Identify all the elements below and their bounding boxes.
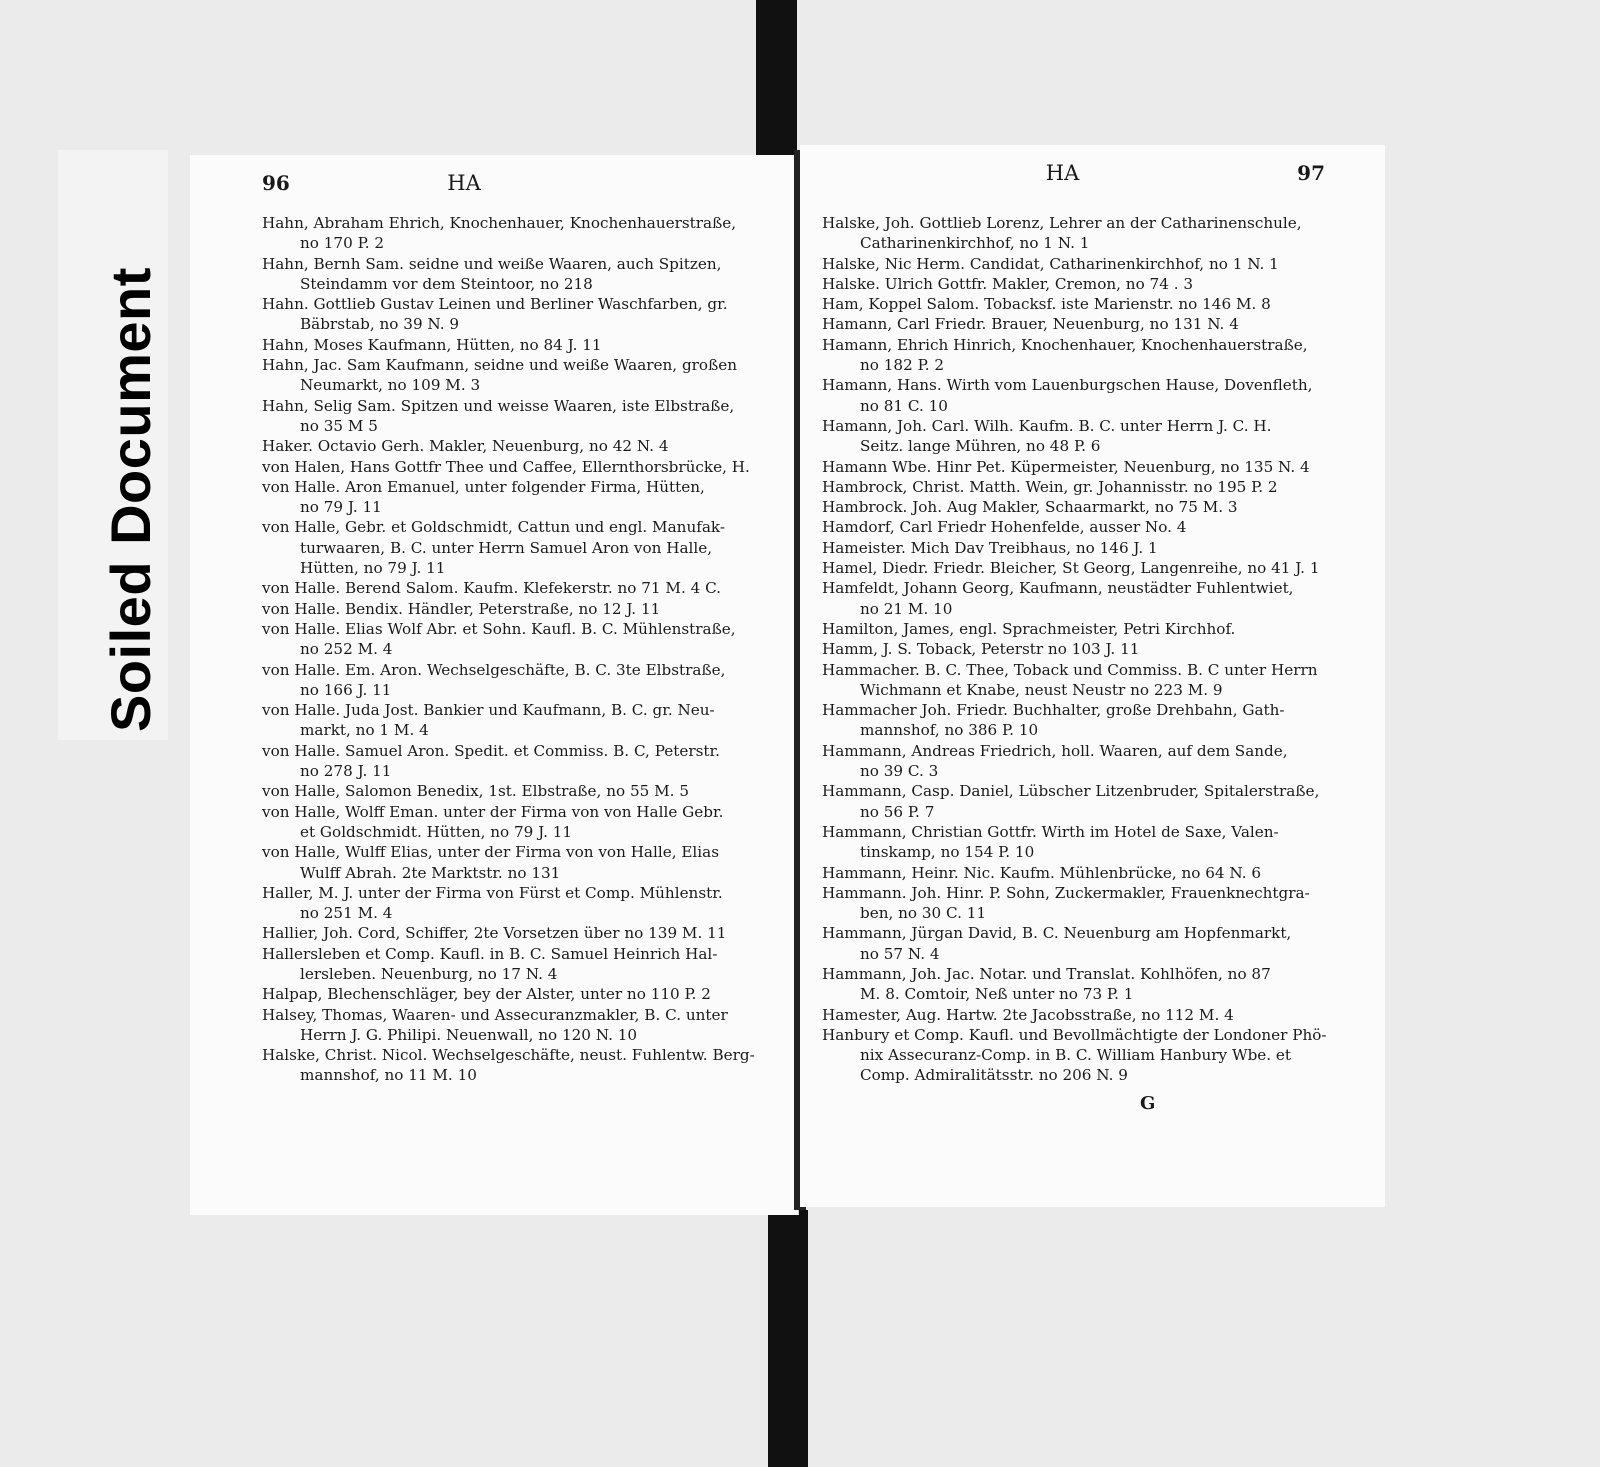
entry-line: Hamann Wbe. Hinr Pet. Küpermeister, Neuenburg, no 135 N. 4	[822, 457, 1310, 476]
entry-line: Hamdorf, Carl Friedr Hohenfelde, ausser No. 4	[822, 518, 1187, 537]
entry-continuation-line: no 166 J. 11	[300, 680, 392, 699]
directory-entry	[262, 335, 790, 355]
entry-continuation-line: Herrn J. G. Philipi. Neuenwall, no 120 N. 10	[300, 1025, 638, 1044]
directory-entry	[822, 741, 1333, 782]
entry-continuation-line: no 182 P. 2	[860, 356, 945, 375]
entry-continuation-line: turwaaren, B. C. unter Herrn Samuel Aron von Halle,	[300, 538, 713, 557]
directory-entry	[262, 842, 790, 883]
directory-entry	[822, 254, 1333, 274]
directory-entry	[822, 863, 1333, 883]
page-number: 97	[1297, 161, 1325, 185]
entry-line: von Halle. Aron Emanuel, unter folgender Firma, Hütten,	[262, 477, 705, 496]
entry-line: Hammann. Joh. Hinr. P. Sohn, Zuckermakler, Frauenknechtgra-	[822, 883, 1310, 902]
printer-signature-mark: G	[1140, 1093, 1156, 1114]
entry-line: Hamilton, James, engl. Sprachmeister, Petri Kirchhof.	[822, 619, 1236, 638]
entry-continuation-line: no 21 M. 10	[860, 599, 953, 618]
entry-continuation-line: no 79 J. 11	[300, 498, 382, 517]
directory-entry	[822, 619, 1333, 639]
directory-entry	[822, 558, 1333, 578]
entry-continuation-line: no 278 J. 11	[300, 762, 392, 781]
entry-line: Hammann, Andreas Friedrich, holl. Waaren, auf dem Sande,	[822, 741, 1288, 760]
directory-entry	[262, 944, 790, 985]
entry-line: von Halen, Hans Gottfr Thee und Caffee, Ellernthorsbrücke, H.	[262, 457, 750, 476]
entry-line: Hammann, Joh. Jac. Notar. und Translat. Kohlhöfen, no 87	[822, 964, 1271, 983]
entry-line: von Halle, Salomon Benedix, 1st. Elbstraße, no 55 M. 5	[262, 782, 689, 801]
entry-line: von Halle, Gebr. et Goldschmidt, Cattun und engl. Manufak-	[262, 518, 725, 537]
entry-line: Halske, Christ. Nicol. Wechselgeschäfte, neust. Fuhlentw. Berg-	[262, 1046, 755, 1065]
entry-line: Hambrock, Christ. Matth. Wein, gr. Johannisstr. no 195 P. 2	[822, 477, 1278, 496]
entry-line: Hallier, Joh. Cord, Schiffer, 2te Vorsetzen über no 139 M. 11	[262, 924, 727, 943]
entry-line: Hamm, J. S. Toback, Peterstr no 103 J. 11	[822, 640, 1140, 659]
soiled-document-label: Soiled Document	[99, 267, 162, 732]
directory-entry	[262, 883, 790, 924]
directory-entry	[822, 964, 1333, 1005]
entry-line: Hamann, Carl Friedr. Brauer, Neuenburg, no 131 N. 4	[822, 315, 1239, 334]
entry-continuation-line: ben, no 30 C. 11	[860, 904, 987, 923]
entry-continuation-line: markt, no 1 M. 4	[300, 721, 429, 740]
directory-entries	[262, 213, 790, 1086]
right-page	[800, 145, 1385, 1207]
entry-line: Ham, Koppel Salom. Tobacksf. iste Marienstr. no 146 M. 8	[822, 295, 1271, 314]
entry-continuation-line: Seitz. lange Mühren, no 48 P. 6	[860, 437, 1101, 456]
directory-entry	[262, 741, 790, 782]
directory-entry	[822, 477, 1333, 497]
directory-entry	[262, 578, 790, 598]
directory-entry	[822, 883, 1333, 924]
entry-line: von Halle. Em. Aron. Wechselgeschäfte, B. C. 3te Elbstraße,	[262, 660, 726, 679]
entry-line: Hammann, Christian Gottfr. Wirth im Hotel de Saxe, Valen-	[822, 822, 1279, 841]
directory-entries	[822, 213, 1333, 1086]
entry-continuation-line: mannshof, no 386 P. 10	[860, 721, 1039, 740]
directory-entry	[262, 660, 790, 701]
directory-entry	[262, 396, 790, 437]
entry-line: Hamel, Diedr. Friedr. Bleicher, St Georg, Langenreihe, no 41 J. 1	[822, 559, 1320, 578]
directory-entry	[262, 923, 790, 943]
entry-line: von Halle. Samuel Aron. Spedit. et Commiss. B. C, Peterstr.	[262, 741, 720, 760]
entry-continuation-line: mannshof, no 11 M. 10	[300, 1066, 477, 1085]
directory-entry	[822, 497, 1333, 517]
directory-entry	[822, 294, 1333, 314]
directory-entry	[822, 1025, 1333, 1086]
entry-line: Hallersleben et Comp. Kaufl. in B. C. Samuel Heinrich Hal-	[262, 944, 718, 963]
entry-line: von Halle, Wolff Eman. unter der Firma von von Halle Gebr.	[262, 802, 724, 821]
entry-continuation-line: no 81 C. 10	[860, 396, 948, 415]
entry-line: Hamann, Joh. Carl. Wilh. Kaufm. B. C. unter Herrn J. C. H.	[822, 416, 1272, 435]
entry-line: von Halle. Juda Jost. Bankier und Kaufmann, B. C. gr. Neu-	[262, 701, 715, 720]
entry-continuation-line: Hütten, no 79 J. 11	[300, 559, 446, 578]
entry-line: Halpap, Blechenschläger, bey der Alster, unter no 110 P. 2	[262, 985, 711, 1004]
entry-line: Hahn, Abraham Ehrich, Knochenhauer, Knochenhauerstraße,	[262, 214, 737, 232]
entry-line: Haker. Octavio Gerh. Makler, Neuenburg, no 42 N. 4	[262, 437, 669, 456]
entry-line: Hammacher. B. C. Thee, Toback und Commiss. B. C unter Herrn	[822, 660, 1318, 679]
entry-continuation-line: no 252 M. 4	[300, 640, 393, 659]
directory-entry	[262, 802, 790, 843]
entry-line: Halsey, Thomas, Waaren- und Assecuranzmakler, B. C. unter	[262, 1005, 728, 1024]
directory-entry	[822, 822, 1333, 863]
entry-line: Hahn, Jac. Sam Kaufmann, seidne und weiße Waaren, großen	[262, 356, 737, 375]
directory-entry	[822, 335, 1333, 376]
entry-continuation-line: Wulff Abrah. 2te Marktstr. no 131	[300, 863, 561, 882]
directory-entry	[822, 700, 1333, 741]
entry-line: Hameister. Mich Dav Treibhaus, no 146 J. 1	[822, 538, 1158, 557]
entry-line: Hahn, Selig Sam. Spitzen und weisse Waaren, iste Elbstraße,	[262, 396, 735, 415]
directory-entry	[822, 639, 1333, 659]
entry-continuation-line: Bäbrstab, no 39 N. 9	[300, 315, 460, 334]
page-number: 96	[262, 171, 290, 195]
directory-entry	[262, 1005, 790, 1046]
directory-entry	[262, 355, 790, 396]
entry-line: Hamester, Aug. Hartw. 2te Jacobsstraße, no 112 M. 4	[822, 1005, 1234, 1024]
entry-line: Hamann, Hans. Wirth vom Lauenburgschen Hause, Dovenfleth,	[822, 376, 1313, 395]
directory-entry	[822, 517, 1333, 537]
directory-entry	[262, 700, 790, 741]
entry-line: Hammann, Casp. Daniel, Lübscher Litzenbruder, Spitalerstraße,	[822, 782, 1320, 801]
entry-continuation-line: no 170 P. 2	[300, 234, 385, 253]
entry-continuation-line: no 57 N. 4	[860, 944, 940, 963]
entry-line: von Halle, Wulff Elias, unter der Firma von von Halle, Elias	[262, 843, 719, 862]
entry-line: Hamfeldt, Johann Georg, Kaufmann, neustädter Fuhlentwiet,	[822, 579, 1294, 598]
directory-entry	[822, 375, 1333, 416]
directory-entry	[262, 213, 790, 254]
entry-line: Hahn. Gottlieb Gustav Leinen und Berliner Waschfarben, gr.	[262, 295, 728, 314]
directory-entry	[262, 599, 790, 619]
running-header: HA	[1045, 161, 1080, 185]
binding-strip-bottom	[768, 1210, 808, 1467]
entry-continuation-line: no 39 C. 3	[860, 762, 939, 781]
left-page	[190, 155, 798, 1215]
running-header: HA	[447, 171, 481, 195]
entry-continuation-line: tinskamp, no 154 P. 10	[860, 843, 1035, 862]
right-page-header	[800, 161, 1385, 191]
directory-entry	[822, 781, 1333, 822]
entry-line: Hahn, Moses Kaufmann, Hütten, no 84 J. 11	[262, 335, 602, 354]
directory-entry	[262, 517, 790, 578]
directory-entry	[262, 254, 790, 295]
left-page-header	[190, 171, 798, 201]
entry-continuation-line: lersleben. Neuenburg, no 17 N. 4	[300, 964, 558, 983]
directory-entry	[822, 213, 1333, 254]
directory-entry	[822, 538, 1333, 558]
entry-continuation-line: no 35 M 5	[300, 416, 378, 435]
entry-continuation-line: Comp. Admiralitätsstr. no 206 N. 9	[860, 1066, 1128, 1085]
directory-entry	[822, 416, 1333, 457]
directory-entry	[262, 477, 790, 518]
directory-entry	[822, 660, 1333, 701]
entry-line: Haller, M. J. unter der Firma von Fürst et Comp. Mühlenstr.	[262, 883, 723, 902]
entry-continuation-line: Catharinenkirchhof, no 1 N. 1	[860, 234, 1090, 253]
entry-line: von Halle. Berend Salom. Kaufm. Klefekerstr. no 71 M. 4 C.	[262, 579, 721, 598]
entry-line: Halske, Joh. Gottlieb Lorenz, Lehrer an der Catharinenschule,	[822, 214, 1302, 232]
entry-continuation-line: Steindamm vor dem Steintoor, no 218	[300, 274, 593, 293]
entry-line: Halske. Ulrich Gottfr. Makler, Cremon, no 74 . 3	[822, 274, 1194, 293]
directory-entry	[262, 457, 790, 477]
entry-continuation-line: no 56 P. 7	[860, 802, 935, 821]
directory-entry	[262, 781, 790, 801]
entry-line: von Halle. Bendix. Händler, Peterstraße, no 12 J. 11	[262, 599, 661, 618]
directory-entry	[262, 436, 790, 456]
binding-strip-top	[756, 0, 797, 160]
entry-line: Hamann, Ehrich Hinrich, Knochenhauer, Knochenhauerstraße,	[822, 335, 1308, 354]
directory-entry	[262, 1045, 790, 1086]
directory-entry	[262, 294, 790, 335]
entry-continuation-line: Wichmann et Knabe, neust Neustr no 223 M. 9	[860, 680, 1223, 699]
entry-continuation-line: M. 8. Comtoir, Neß unter no 73 P. 1	[860, 985, 1134, 1004]
directory-entry	[822, 314, 1333, 334]
entry-line: von Halle. Elias Wolf Abr. et Sohn. Kaufl. B. C. Mühlenstraße,	[262, 619, 736, 638]
entry-continuation-line: nix Assecuranz-Comp. in B. C. William Hanbury Wbe. et	[860, 1046, 1292, 1065]
entry-line: Hambrock. Joh. Aug Makler, Schaarmarkt, no 75 M. 3	[822, 498, 1238, 517]
directory-entry	[262, 619, 790, 660]
directory-entry	[822, 578, 1333, 619]
entry-line: Hammann, Jürgan David, B. C. Neuenburg am Hopfenmarkt,	[822, 924, 1292, 943]
entry-line: Hammacher Joh. Friedr. Buchhalter, große Drehbahn, Gath-	[822, 701, 1285, 720]
directory-entry	[822, 923, 1333, 964]
entry-continuation-line: Neumarkt, no 109 M. 3	[300, 376, 481, 395]
entry-continuation-line: no 251 M. 4	[300, 904, 393, 923]
directory-entry	[262, 984, 790, 1004]
entry-line: Halske, Nic Herm. Candidat, Catharinenkirchhof, no 1 N. 1	[822, 254, 1279, 273]
directory-entry	[822, 274, 1333, 294]
entry-line: Hanbury et Comp. Kaufl. und Bevollmächtigte der Londoner Phö-	[822, 1025, 1327, 1044]
entry-continuation-line: et Goldschmidt. Hütten, no 79 J. 11	[300, 822, 573, 841]
entry-line: Hahn, Bernh Sam. seidne und weiße Waaren, auch Spitzen,	[262, 254, 722, 273]
directory-entry	[822, 457, 1333, 477]
entry-line: Hammann, Heinr. Nic. Kaufm. Mühlenbrücke, no 64 N. 6	[822, 863, 1262, 882]
directory-entry	[822, 1005, 1333, 1025]
